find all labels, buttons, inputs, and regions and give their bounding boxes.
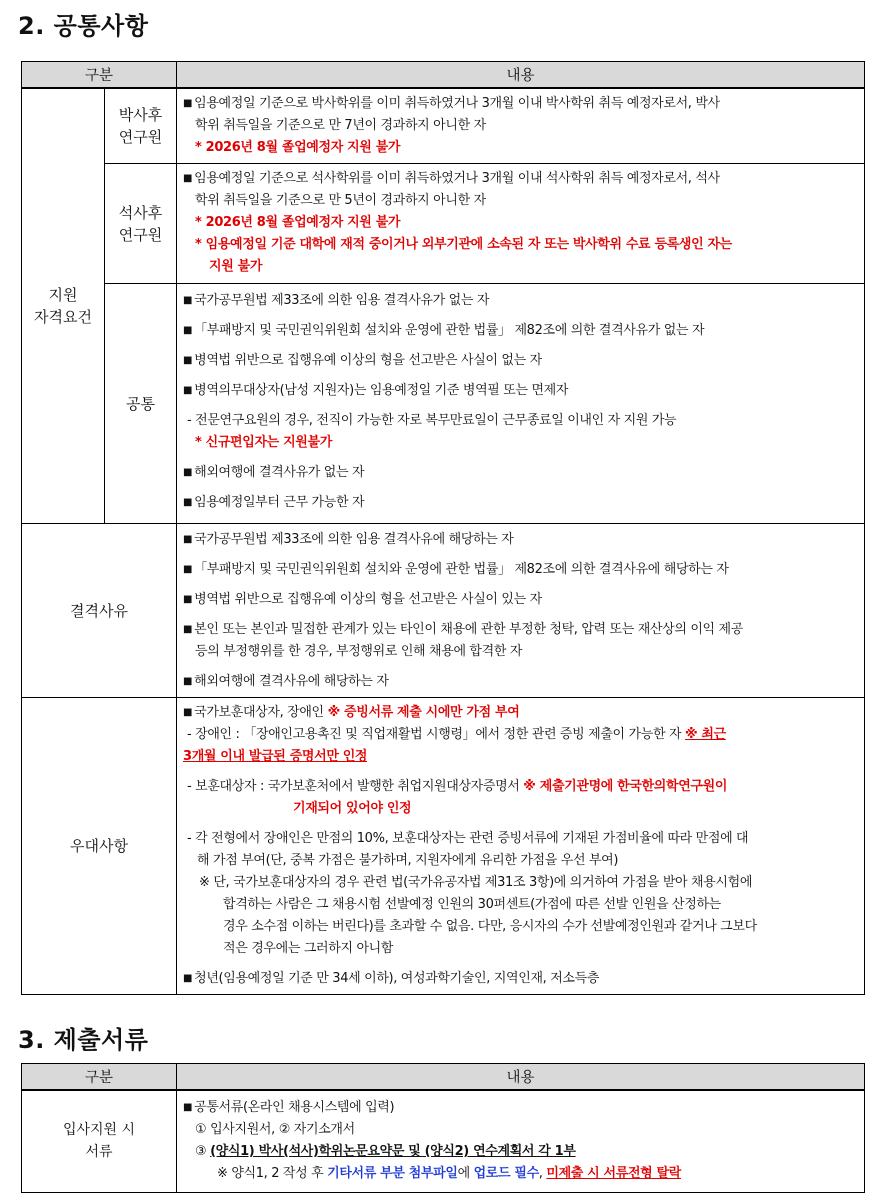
header-category: 구분 <box>22 62 177 89</box>
common-label: 공통 <box>105 284 177 524</box>
masters-note: 지원 불가 <box>209 259 263 274</box>
doc-note: ※ 양식1, 2 작성 후 <box>217 1166 328 1181</box>
eligibility-label: 지원 자격요건 <box>22 88 105 524</box>
masters-content <box>177 164 865 284</box>
black-square-bullet-icon: ■ <box>183 676 193 687</box>
masters-note: * 임용예정일 기준 대학에 재적 중이거나 외부기관에 소속된 자 또는 박사학위 수료 등록생인 자는 <box>195 237 732 252</box>
black-square-bullet-icon: ■ <box>183 295 193 306</box>
postdoc-note: * 2026년 8월 졸업예정자 지원 불가 <box>195 140 401 155</box>
header-content: 내용 <box>177 62 865 89</box>
application-docs-content <box>177 1090 865 1192</box>
disq-item: 등의 부정행위를 한 경우, 부정행위로 인해 채용에 합격한 자 <box>195 644 523 659</box>
common-subitem: - 전문연구요원의 경우, 전직이 가능한 자로 복무만료일이 근무종료일 이내인 자 지원 가능 <box>187 413 677 428</box>
doc-note: , <box>538 1166 547 1181</box>
pref-note: 기재되어 있어야 인정 <box>293 801 412 816</box>
common-item: 「부패방지 및 국민권익위원회 설치와 운영에 관한 법률」 제82조에 의한 결격사유가 없는 자 <box>194 323 705 338</box>
pref-footnote: 합격하는 사람은 그 채용시험 선발예정 인원의 30퍼센트(가점에 따른 선발 인원을 산정하는 <box>223 897 721 912</box>
black-square-bullet-icon: ■ <box>183 325 193 336</box>
masters-note: * 2026년 8월 졸업예정자 지원 불가 <box>195 215 401 230</box>
pref-subitem: - 각 전형에서 장애인은 만점의 10%, 보훈대상자는 관련 증빙서류에 기재된 가점비율에 따라 만점에 대 <box>187 831 749 846</box>
header-content: 내용 <box>177 1064 865 1091</box>
black-square-bullet-icon: ■ <box>183 497 193 508</box>
doc-note-highlight: 업로드 필수 <box>473 1166 539 1181</box>
common-note: * 신규편입자는 지원불가 <box>195 435 332 450</box>
pref-footnote: ※ 단, 국가보훈대상자의 경우 관련 법(국가유공자법 제31조 3항)에 의거하여 가점을 받아 채용시험에 <box>199 875 753 890</box>
postdoc-content <box>177 88 865 164</box>
doc-note: 에 <box>457 1166 474 1181</box>
masters-label: 석사후 연구원 <box>105 164 177 284</box>
masters-line: 학위 취득일을 기준으로 만 5년이 경과하지 아니한 자 <box>195 193 486 208</box>
postdoc-line: 임용예정일 기준으로 박사학위를 이미 취득하였거나 3개월 이내 박사학위 취득 예정자로서, 박사 <box>194 96 720 111</box>
doc-note-highlight: 기타서류 부분 첨부파일 <box>327 1166 458 1181</box>
common-item: 해외여행에 결격사유가 없는 자 <box>194 465 365 480</box>
section-title-documents: 3. 제출서류 <box>18 1026 149 1054</box>
pref-note: ※ 최근 <box>684 727 726 742</box>
black-square-bullet-icon: ■ <box>183 534 193 545</box>
black-square-bullet-icon: ■ <box>183 1102 193 1113</box>
masters-line: 임용예정일 기준으로 석사학위를 이미 취득하였거나 3개월 이내 석사학위 취득 예정자로서, 석사 <box>194 171 720 186</box>
postdoc-label: 박사후 연구원 <box>105 88 177 164</box>
black-square-bullet-icon: ■ <box>183 385 193 396</box>
common-requirements-table <box>21 61 865 995</box>
pref-note: 3개월 이내 발급된 증명서만 인정 <box>183 749 368 764</box>
pref-note: ※ 제출기관명에 한국한의학연구원이 <box>523 779 728 794</box>
black-square-bullet-icon: ■ <box>183 98 193 109</box>
pref-item: 청년(임용예정일 기준 만 34세 이하), 여성과학기술인, 지역인재, 저소득층 <box>194 971 600 986</box>
doc-item: (양식1) 박사(석사)학위논문요약문 및 (양식2) 연수계획서 각 1부 <box>210 1144 576 1159</box>
postdoc-line: 학위 취득일을 기준으로 만 7년이 경과하지 아니한 자 <box>195 118 486 133</box>
doc-number: ③ <box>195 1144 211 1159</box>
disq-item: 본인 또는 본인과 밀접한 관계가 있는 타인이 채용에 관한 부정한 청탁, 압력 또는 재산상의 이익 제공 <box>194 622 743 637</box>
common-item: 임용예정일부터 근무 가능한 자 <box>194 495 365 510</box>
pref-note: ※ 증빙서류 제출 시에만 가점 부여 <box>327 705 520 720</box>
disq-item: 해외여행에 결격사유에 해당하는 자 <box>194 674 389 689</box>
common-item: 병역법 위반으로 집행유예 이상의 형을 선고받은 사실이 없는 자 <box>194 353 542 368</box>
application-docs-label: 입사지원 시 서류 <box>22 1090 177 1192</box>
pref-footnote: 경우 소수점 이하는 버린다)를 초과할 수 없음. 다만, 응시자의 수가 선발예정인원과 같거나 그보다 <box>223 919 757 934</box>
black-square-bullet-icon: ■ <box>183 707 193 718</box>
black-square-bullet-icon: ■ <box>183 355 193 366</box>
section-title-common: 2. 공통사항 <box>18 12 149 40</box>
black-square-bullet-icon: ■ <box>183 564 193 575</box>
preference-label: 우대사항 <box>22 698 177 995</box>
black-square-bullet-icon: ■ <box>183 467 193 478</box>
header-category: 구분 <box>22 1064 177 1091</box>
pref-item: 국가보훈대상자, 장애인 <box>194 705 328 720</box>
disq-item: 병역법 위반으로 집행유예 이상의 형을 선고받은 사실이 있는 자 <box>194 592 542 607</box>
common-item: 국가공무원법 제33조에 의한 임용 결격사유가 없는 자 <box>194 293 490 308</box>
pref-footnote: 적은 경우에는 그러하지 아니함 <box>223 941 394 956</box>
black-square-bullet-icon: ■ <box>183 594 193 605</box>
disq-item: 「부패방지 및 국민권익위원회 설치와 운영에 관한 법률」 제82조에 의한 결격사유에 해당하는 자 <box>194 562 729 577</box>
submission-documents-table <box>21 1063 865 1193</box>
doc-item: ① 입사지원서, ② 자기소개서 <box>195 1122 355 1137</box>
preference-content <box>177 698 865 995</box>
doc-item: 공통서류(온라인 채용시스템에 입력) <box>194 1100 395 1115</box>
pref-subitem: - 장애인 : 「장애인고용촉진 및 직업재활법 시행령」에서 정한 관련 증빙 제출이 가능한 자 <box>187 727 685 742</box>
doc-note-warning: 미제출 시 서류전형 탈락 <box>546 1166 681 1181</box>
disqualification-label: 결격사유 <box>22 524 177 698</box>
black-square-bullet-icon: ■ <box>183 973 193 984</box>
common-item: 병역의무대상자(남성 지원자)는 임용예정일 기준 병역필 또는 면제자 <box>194 383 569 398</box>
disqualification-content <box>177 524 865 698</box>
pref-subitem: - 보훈대상자 : 국가보훈처에서 발행한 취업지원대상자증명서 <box>187 779 524 794</box>
black-square-bullet-icon: ■ <box>183 624 193 635</box>
common-content <box>177 284 865 524</box>
disq-item: 국가공무원법 제33조에 의한 임용 결격사유에 해당하는 자 <box>194 532 514 547</box>
black-square-bullet-icon: ■ <box>183 173 193 184</box>
pref-subitem: 해 가점 부여(단, 중복 가점은 불가하며, 지원자에게 유리한 가점을 우선 부여) <box>197 853 619 868</box>
